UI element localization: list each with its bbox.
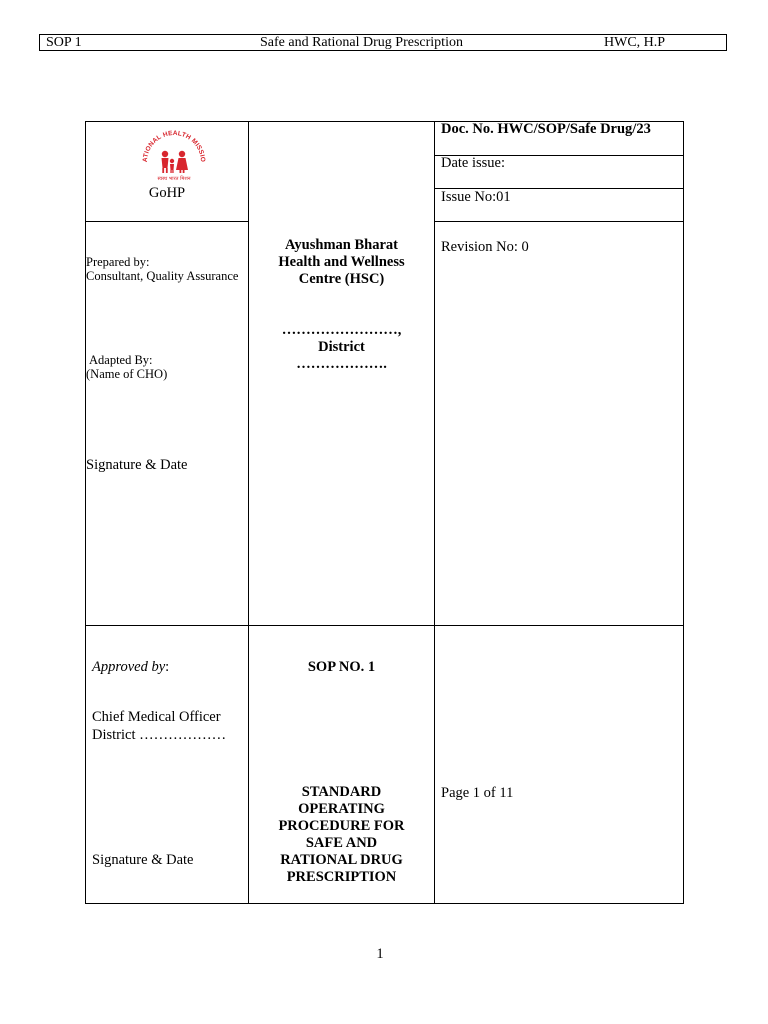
running-header [39, 34, 727, 51]
facility-line-1: Ayushman Bharat [285, 237, 398, 253]
logo-tagline: स्वस्थ भारत मिशन [157, 176, 191, 182]
date-issue: Date issue: [441, 155, 506, 171]
adapted-label: Adapted By: [89, 353, 153, 367]
facility-dots-2: ………………. [296, 356, 387, 372]
header-title: Safe and Rational Drug Prescription [260, 35, 463, 50]
prepared-label: Prepared by: [86, 255, 150, 269]
sop-title-line: SAFE AND [305, 835, 378, 851]
doc-number: Doc. No. HWC/SOP/Safe Drug/23 [441, 121, 651, 137]
facility-dots-1: ……………………, [281, 322, 402, 338]
prepared-value: Consultant, Quality Assurance [86, 269, 239, 283]
header-org: HWC, H.P [604, 35, 666, 50]
row-divider-left [85, 221, 249, 222]
row-divider-right-3 [434, 221, 684, 222]
row-divider-mid [85, 625, 684, 626]
approver-district: District ……………… [92, 727, 227, 743]
facility-line-2: Health and Wellness [278, 254, 405, 270]
sop-title-line: STANDARD [301, 784, 382, 800]
approved-label: Approved by [92, 659, 166, 675]
nhm-logo-emblem [133, 130, 215, 182]
signature-date-1: Signature & Date [86, 457, 188, 473]
approved-colon: : [165, 659, 170, 675]
svg-text:NATIONAL HEALTH MISSION [133, 130, 206, 162]
adapted-value: (Name of CHO) [86, 367, 168, 381]
approver-title: Chief Medical Officer [92, 709, 221, 725]
facility-line-3: Centre (HSC) [298, 271, 385, 287]
sop-title-line: RATIONAL DRUG [280, 852, 403, 868]
nhm-logo [133, 130, 215, 182]
logo-arc-text: ATIONAL HEALTH MISSIO [141, 130, 207, 163]
facility-district: District [318, 339, 365, 355]
sop-title-line: PRESCRIPTION [286, 869, 397, 885]
page-number: 1 [376, 946, 384, 962]
signature-date-2: Signature & Date [92, 852, 194, 868]
sop-number: SOP NO. 1 [307, 659, 376, 675]
issue-number: Issue No:01 [441, 189, 511, 205]
org-name: GoHP [148, 185, 186, 201]
sop-title-line: PROCEDURE FOR [278, 818, 405, 834]
col-divider-2 [434, 121, 435, 904]
approved-by [92, 659, 169, 676]
header-sop: SOP 1 [46, 35, 82, 50]
sop-title-line: OPERATING [298, 801, 385, 817]
revision-number: Revision No: 0 [441, 239, 529, 255]
sop-title [249, 784, 434, 886]
page-of: Page 1 of 11 [441, 785, 514, 801]
